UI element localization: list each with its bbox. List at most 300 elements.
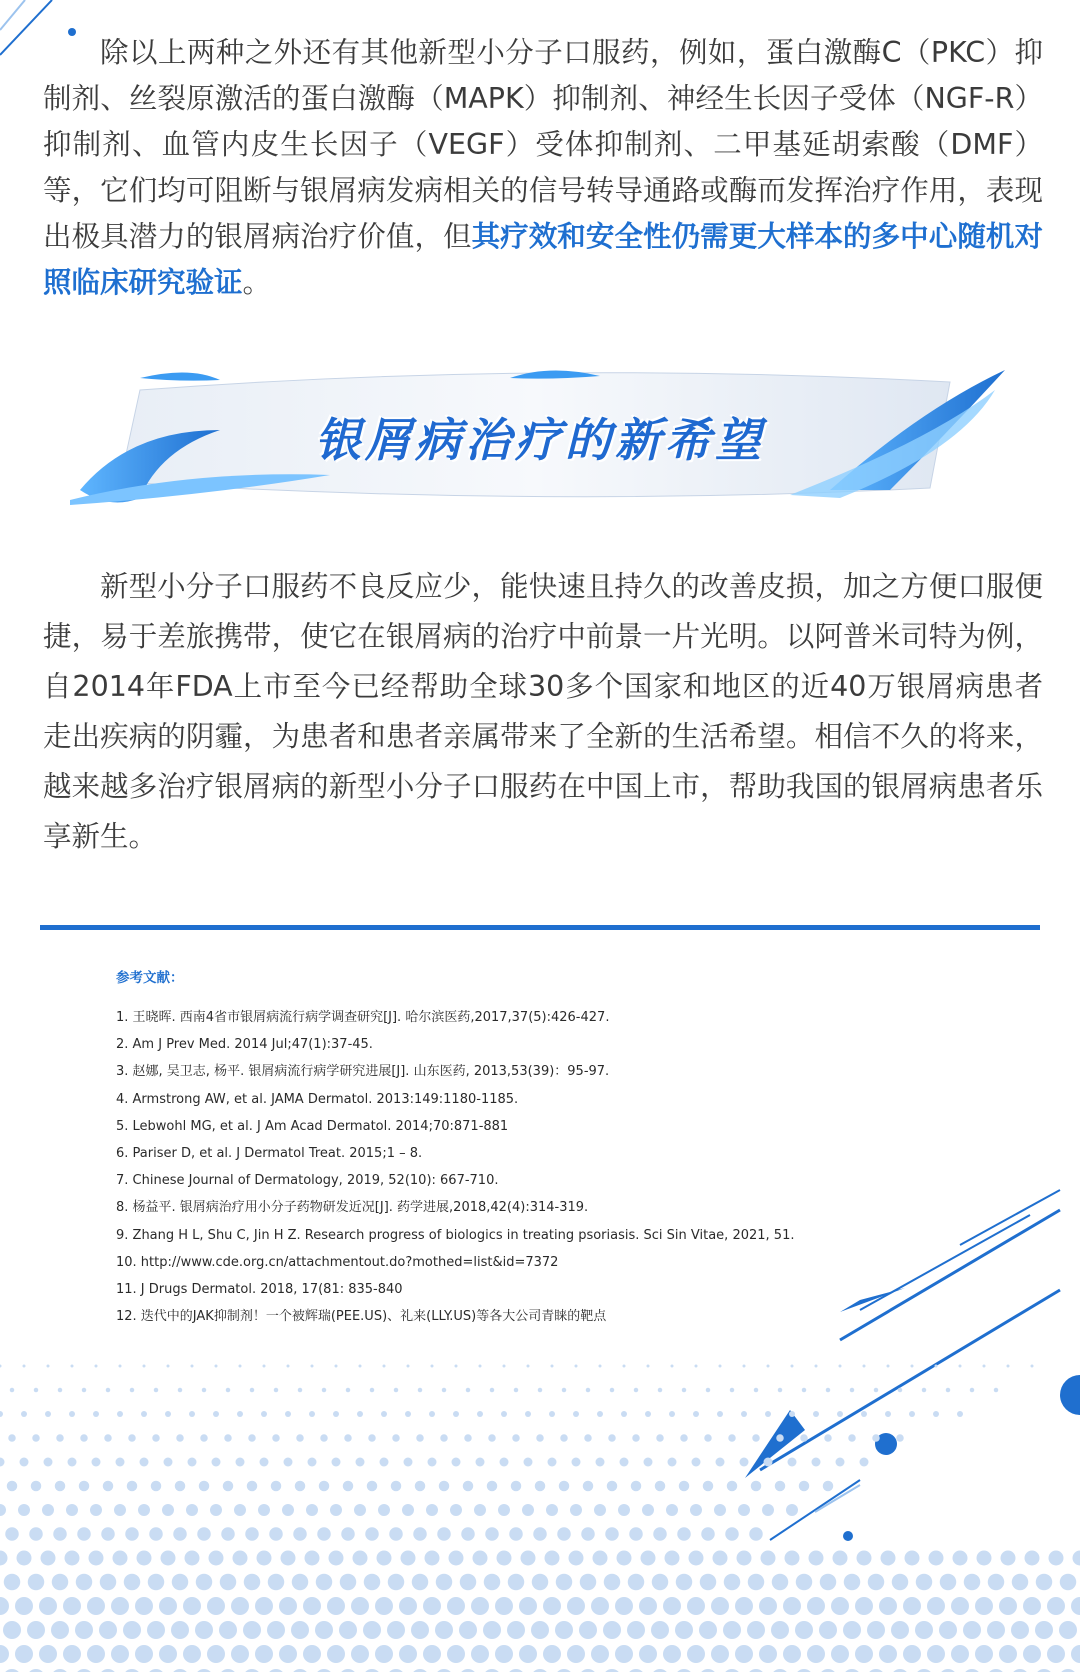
pattern-dot bbox=[647, 1365, 650, 1368]
pattern-dot bbox=[605, 1527, 619, 1541]
pattern-dot bbox=[387, 1621, 405, 1639]
pattern-dot bbox=[824, 1434, 832, 1442]
pattern-dot bbox=[399, 1597, 417, 1615]
pattern-dot bbox=[896, 1434, 904, 1442]
pattern-dot bbox=[135, 1597, 153, 1615]
pattern-dot bbox=[344, 1434, 352, 1442]
pattern-dot bbox=[867, 1621, 885, 1639]
pattern-dot bbox=[1071, 1645, 1080, 1663]
pattern-dot bbox=[164, 1458, 173, 1467]
pattern-dot bbox=[831, 1645, 849, 1663]
pattern-dot bbox=[671, 1365, 674, 1368]
reference-item: 8. 杨益平. 银屑病治疗用小分子药物研发近况[J]. 药学进展,2018,42(4):314-319. bbox=[116, 1200, 589, 1216]
pattern-dot bbox=[785, 1551, 800, 1566]
pattern-dot bbox=[964, 1574, 981, 1591]
pattern-dot bbox=[436, 1574, 453, 1591]
pattern-dot bbox=[863, 1365, 866, 1368]
pattern-dot bbox=[512, 1434, 520, 1442]
pattern-dot bbox=[653, 1527, 667, 1541]
corner-streak bbox=[0, 0, 25, 30]
pattern-dot bbox=[717, 1411, 723, 1417]
pattern-dot bbox=[909, 1411, 915, 1417]
pattern-dot bbox=[999, 1597, 1017, 1615]
pattern-dot bbox=[23, 1365, 26, 1368]
pattern-dot bbox=[857, 1551, 872, 1566]
references-title: 参考文献： bbox=[116, 970, 184, 986]
pattern-dot bbox=[927, 1645, 945, 1663]
pattern-dot bbox=[844, 1574, 861, 1591]
pattern-dot bbox=[488, 1434, 496, 1442]
pattern-dot bbox=[463, 1481, 474, 1492]
pattern-dot bbox=[879, 1597, 897, 1615]
pattern-dot bbox=[17, 1551, 32, 1566]
pattern-dot bbox=[413, 1527, 427, 1541]
pattern-dot bbox=[308, 1458, 317, 1467]
pattern-dot bbox=[916, 1574, 933, 1591]
pattern-dot bbox=[333, 1411, 339, 1417]
pattern-dot bbox=[843, 1621, 861, 1639]
pattern-dot bbox=[261, 1411, 267, 1417]
pattern-dot bbox=[500, 1458, 509, 1467]
pattern-dot bbox=[223, 1481, 234, 1492]
pattern-dot bbox=[311, 1365, 314, 1368]
pattern-dot bbox=[608, 1434, 616, 1442]
pattern-dot bbox=[412, 1574, 429, 1591]
pattern-dot bbox=[268, 1574, 285, 1591]
pattern-dot bbox=[641, 1551, 656, 1566]
pattern-dot bbox=[351, 1645, 369, 1663]
pattern-dot bbox=[761, 1551, 776, 1566]
paragraph-text: 除以上两种之外还有其他新型小分子口服药，例如，蛋白激酶C（PKC）抑制剂、丝裂原激活的蛋白激酶（MAPK）抑制剂、神经生长因子受体（NGF-R）抑制剂、血管内皮生长因子（VEGF）受体抑制剂、二甲基延胡索酸（DMF）等，它们均可阻断与银屑病发病相关的信号转导通路或酶而发挥治疗作用，表现出极具潜力的银屑病治疗价值，但 bbox=[43, 36, 1043, 253]
pattern-dot bbox=[82, 1388, 87, 1393]
pattern-dot bbox=[149, 1527, 163, 1541]
pattern-dot bbox=[735, 1645, 753, 1663]
highlighted-text: 其疗效和安全性仍需更大样本的多中心随机对照临床研究验证 bbox=[43, 220, 1043, 299]
pattern-dot bbox=[41, 1551, 56, 1566]
pattern-dot bbox=[836, 1458, 845, 1467]
pattern-dot bbox=[959, 1365, 962, 1368]
pattern-dot bbox=[617, 1551, 632, 1566]
pattern-dot bbox=[440, 1434, 448, 1442]
pattern-dot bbox=[823, 1481, 834, 1492]
pattern-dot bbox=[292, 1574, 309, 1591]
pattern-dot bbox=[711, 1597, 729, 1615]
pattern-dot bbox=[0, 1411, 3, 1417]
pattern-dot bbox=[429, 1411, 435, 1417]
pattern-dot bbox=[453, 1411, 459, 1417]
pattern-dot bbox=[293, 1527, 307, 1541]
pattern-dot bbox=[621, 1411, 627, 1417]
pattern-dot bbox=[426, 1504, 438, 1516]
pattern-dot bbox=[15, 1597, 33, 1615]
pattern-dot bbox=[594, 1504, 606, 1516]
pattern-dot bbox=[597, 1411, 603, 1417]
pattern-dot bbox=[42, 1504, 54, 1516]
pattern-dot bbox=[833, 1551, 848, 1566]
pattern-dot bbox=[77, 1527, 91, 1541]
pattern-dot bbox=[679, 1481, 690, 1492]
pattern-dot bbox=[63, 1597, 81, 1615]
pattern-dot bbox=[607, 1481, 618, 1492]
pattern-dot bbox=[1036, 1574, 1053, 1591]
pattern-dot bbox=[15, 1645, 33, 1663]
pattern-dot bbox=[389, 1527, 403, 1541]
pattern-dot bbox=[652, 1574, 669, 1591]
pattern-dot bbox=[123, 1621, 141, 1639]
pattern-dot bbox=[28, 1574, 45, 1591]
pattern-dot bbox=[704, 1434, 712, 1442]
pattern-dot bbox=[394, 1388, 399, 1393]
pattern-dot bbox=[951, 1645, 969, 1663]
pattern-dot bbox=[29, 1527, 43, 1541]
pattern-dot bbox=[759, 1645, 777, 1663]
pattern-dot bbox=[567, 1645, 585, 1663]
pattern-dot bbox=[754, 1388, 759, 1393]
pattern-dot bbox=[271, 1481, 282, 1492]
pattern-dot bbox=[87, 1645, 105, 1663]
pattern-dot bbox=[269, 1527, 283, 1541]
pattern-dot bbox=[377, 1551, 392, 1566]
pattern-dot bbox=[639, 1597, 657, 1615]
pattern-dot bbox=[535, 1481, 546, 1492]
pattern-dot bbox=[682, 1388, 687, 1393]
pattern-dot bbox=[692, 1458, 701, 1467]
pattern-dot bbox=[495, 1645, 513, 1663]
pattern-dot bbox=[119, 1365, 122, 1368]
pattern-dot bbox=[234, 1504, 246, 1516]
pattern-dot bbox=[987, 1621, 1005, 1639]
pattern-dot bbox=[381, 1411, 387, 1417]
pattern-dot bbox=[279, 1597, 297, 1615]
dot-pattern bbox=[0, 1360, 1080, 1672]
pattern-dot bbox=[1007, 1365, 1010, 1368]
pattern-dot bbox=[0, 1365, 2, 1368]
pattern-dot bbox=[365, 1527, 379, 1541]
pattern-dot bbox=[459, 1621, 477, 1639]
pattern-dot bbox=[623, 1365, 626, 1368]
pattern-dot bbox=[34, 1388, 39, 1393]
pattern-dot bbox=[548, 1458, 557, 1467]
intro-paragraph bbox=[43, 30, 1043, 306]
pattern-dot bbox=[466, 1388, 471, 1393]
pattern-dot bbox=[1023, 1597, 1041, 1615]
pattern-dot bbox=[31, 1481, 42, 1492]
pattern-dot bbox=[364, 1574, 381, 1591]
pattern-dot bbox=[152, 1434, 160, 1442]
pattern-dot bbox=[747, 1621, 765, 1639]
pattern-dot bbox=[171, 1621, 189, 1639]
pattern-dot bbox=[0, 1458, 5, 1467]
pattern-dot bbox=[135, 1645, 153, 1663]
pattern-dot bbox=[809, 1551, 824, 1566]
pattern-dot bbox=[128, 1434, 136, 1442]
pattern-dot bbox=[922, 1388, 927, 1393]
pattern-dot bbox=[450, 1504, 462, 1516]
pattern-dot bbox=[531, 1621, 549, 1639]
pattern-dot bbox=[474, 1504, 486, 1516]
pattern-dot bbox=[8, 1434, 16, 1442]
pattern-dot bbox=[509, 1527, 523, 1541]
pattern-dot bbox=[464, 1434, 472, 1442]
pattern-dot bbox=[762, 1504, 774, 1516]
pattern-dot bbox=[356, 1458, 365, 1467]
pattern-dot bbox=[788, 1458, 797, 1467]
pattern-dot bbox=[868, 1574, 885, 1591]
pattern-dot bbox=[236, 1458, 245, 1467]
pattern-dot bbox=[891, 1621, 909, 1639]
pattern-dot bbox=[977, 1551, 992, 1566]
pattern-dot bbox=[162, 1504, 174, 1516]
reference-item: 4. Armstrong AW, et al. JAMA Dermatol. 2013:149:1180-1185. bbox=[116, 1091, 519, 1107]
pattern-dot bbox=[1047, 1645, 1065, 1663]
pattern-dot bbox=[651, 1621, 669, 1639]
pattern-dot bbox=[154, 1388, 159, 1393]
pattern-dot bbox=[581, 1527, 595, 1541]
pattern-dot bbox=[604, 1574, 621, 1591]
pattern-dot bbox=[351, 1597, 369, 1615]
pattern-dot bbox=[690, 1504, 702, 1516]
pattern-dot bbox=[759, 1597, 777, 1615]
pattern-dot bbox=[0, 1597, 9, 1615]
pattern-dot bbox=[929, 1551, 944, 1566]
pattern-dot bbox=[176, 1434, 184, 1442]
pattern-dot bbox=[141, 1411, 147, 1417]
pattern-dot bbox=[388, 1574, 405, 1591]
pattern-dot bbox=[861, 1411, 867, 1417]
pattern-dot bbox=[855, 1645, 873, 1663]
pattern-dot bbox=[404, 1458, 413, 1467]
pattern-dot bbox=[724, 1574, 741, 1591]
pattern-dot bbox=[274, 1388, 279, 1393]
pattern-dot bbox=[197, 1527, 211, 1541]
pattern-dot bbox=[1071, 1597, 1080, 1615]
pattern-dot bbox=[255, 1645, 273, 1663]
pattern-dot bbox=[1001, 1551, 1016, 1566]
pattern-dot bbox=[93, 1411, 99, 1417]
pattern-dot bbox=[159, 1645, 177, 1663]
pattern-dot bbox=[714, 1504, 726, 1516]
pattern-dot bbox=[570, 1504, 582, 1516]
pattern-dot bbox=[479, 1365, 482, 1368]
pattern-dot bbox=[1011, 1621, 1029, 1639]
pattern-dot bbox=[183, 1645, 201, 1663]
pattern-dot bbox=[210, 1504, 222, 1516]
pattern-dot bbox=[32, 1434, 40, 1442]
pattern-dot bbox=[461, 1527, 475, 1541]
pattern-dot bbox=[143, 1365, 146, 1368]
pattern-dot bbox=[332, 1458, 341, 1467]
pattern-dot bbox=[447, 1645, 465, 1663]
pattern-dot bbox=[185, 1551, 200, 1566]
pattern-dot bbox=[195, 1621, 213, 1639]
pattern-dot bbox=[743, 1365, 746, 1368]
pattern-dot bbox=[555, 1621, 573, 1639]
pattern-dot bbox=[680, 1434, 688, 1442]
pattern-dot bbox=[599, 1365, 602, 1368]
pattern-dot bbox=[391, 1481, 402, 1492]
pattern-dot bbox=[898, 1388, 903, 1393]
pattern-dot bbox=[658, 1388, 663, 1393]
pattern-dot bbox=[831, 1597, 849, 1615]
pattern-dot bbox=[339, 1621, 357, 1639]
pattern-dot bbox=[536, 1434, 544, 1442]
pattern-dot bbox=[737, 1551, 752, 1566]
pattern-dot bbox=[596, 1458, 605, 1467]
pattern-dot bbox=[939, 1621, 957, 1639]
pattern-dot bbox=[411, 1621, 429, 1639]
pattern-dot bbox=[113, 1551, 128, 1566]
pattern-dot bbox=[850, 1388, 855, 1393]
pattern-dot bbox=[76, 1574, 93, 1591]
pattern-dot bbox=[572, 1458, 581, 1467]
pattern-dot bbox=[260, 1458, 269, 1467]
pattern-dot bbox=[483, 1621, 501, 1639]
pattern-dot bbox=[21, 1411, 27, 1417]
pattern-dot bbox=[975, 1597, 993, 1615]
pattern-dot bbox=[215, 1365, 218, 1368]
pattern-dot bbox=[130, 1388, 135, 1393]
pattern-dot bbox=[99, 1621, 117, 1639]
pattern-dot bbox=[591, 1597, 609, 1615]
pattern-dot bbox=[56, 1434, 64, 1442]
pattern-dot bbox=[716, 1458, 725, 1467]
pattern-dot bbox=[615, 1597, 633, 1615]
pattern-dot bbox=[296, 1434, 304, 1442]
pattern-dot bbox=[87, 1597, 105, 1615]
pattern-dot bbox=[573, 1411, 579, 1417]
pattern-dot bbox=[27, 1621, 45, 1639]
pattern-dot bbox=[951, 1597, 969, 1615]
pattern-dot bbox=[556, 1574, 573, 1591]
pattern-dot bbox=[706, 1388, 711, 1393]
pattern-dot bbox=[66, 1504, 78, 1516]
pattern-dot bbox=[237, 1411, 243, 1417]
pattern-dot bbox=[407, 1365, 410, 1368]
pattern-dot bbox=[471, 1645, 489, 1663]
pattern-dot bbox=[45, 1411, 51, 1417]
pattern-dot bbox=[455, 1365, 458, 1368]
pattern-dot bbox=[114, 1504, 126, 1516]
pattern-dot bbox=[375, 1597, 393, 1615]
pattern-dot bbox=[551, 1365, 554, 1368]
pattern-dot bbox=[327, 1645, 345, 1663]
pattern-dot bbox=[988, 1574, 1005, 1591]
pattern-dot bbox=[725, 1527, 739, 1541]
pattern-dot bbox=[970, 1388, 975, 1393]
pattern-dot bbox=[272, 1434, 280, 1442]
pattern-dot bbox=[226, 1388, 231, 1393]
pattern-dot bbox=[212, 1458, 221, 1467]
pattern-dot bbox=[580, 1574, 597, 1591]
pattern-dot bbox=[538, 1388, 543, 1393]
pattern-dot bbox=[791, 1365, 794, 1368]
pattern-dot bbox=[533, 1527, 547, 1541]
pattern-dot bbox=[428, 1458, 437, 1467]
pattern-dot bbox=[839, 1365, 842, 1368]
pattern-dot bbox=[207, 1597, 225, 1615]
pattern-dot bbox=[147, 1621, 165, 1639]
pattern-dot bbox=[231, 1597, 249, 1615]
pattern-dot bbox=[175, 1481, 186, 1492]
pattern-dot bbox=[527, 1365, 530, 1368]
pattern-dot bbox=[75, 1621, 93, 1639]
pattern-dot bbox=[248, 1434, 256, 1442]
pattern-dot bbox=[665, 1551, 680, 1566]
pattern-dot bbox=[0, 1551, 8, 1566]
pattern-dot bbox=[501, 1411, 507, 1417]
pattern-dot bbox=[583, 1481, 594, 1492]
pattern-dot bbox=[730, 1388, 735, 1393]
pattern-dot bbox=[879, 1645, 897, 1663]
reference-item: 6. Pariser D, et al. J Dermatol Treat. 2015;1 – 8. bbox=[116, 1146, 423, 1162]
pattern-dot bbox=[713, 1551, 728, 1566]
pattern-dot bbox=[663, 1597, 681, 1615]
pattern-dot bbox=[44, 1458, 53, 1467]
pattern-dot bbox=[380, 1458, 389, 1467]
pattern-dot bbox=[285, 1411, 291, 1417]
pattern-dot bbox=[765, 1411, 771, 1417]
pattern-dot bbox=[124, 1574, 141, 1591]
pattern-dot bbox=[669, 1411, 675, 1417]
reference-item: 10. http://www.cde.org.cn/attachmentout.do?mothed=list&id=7372 bbox=[116, 1254, 559, 1270]
pattern-dot bbox=[677, 1527, 691, 1541]
pattern-dot bbox=[243, 1621, 261, 1639]
pattern-dot bbox=[532, 1574, 549, 1591]
pattern-dot bbox=[111, 1597, 129, 1615]
pattern-dot bbox=[343, 1481, 354, 1492]
pattern-dot bbox=[370, 1388, 375, 1393]
pattern-dot bbox=[7, 1481, 18, 1492]
pattern-dot bbox=[439, 1481, 450, 1492]
pattern-dot bbox=[795, 1621, 813, 1639]
pattern-dot bbox=[477, 1411, 483, 1417]
pattern-dot bbox=[819, 1621, 837, 1639]
pattern-dot bbox=[4, 1574, 21, 1591]
pattern-dot bbox=[514, 1388, 519, 1393]
pattern-dot bbox=[3, 1621, 21, 1639]
reference-item: 7. Chinese Journal of Dermatology, 2019, 52(10): 667-710. bbox=[116, 1173, 499, 1189]
pattern-dot bbox=[711, 1645, 729, 1663]
pattern-dot bbox=[881, 1551, 896, 1566]
pattern-dot bbox=[1023, 1645, 1041, 1663]
banner-wave-top bbox=[140, 372, 220, 380]
pattern-dot bbox=[620, 1458, 629, 1467]
pattern-dot bbox=[69, 1411, 75, 1417]
body-paragraph: 新型小分子口服药不良反应少，能快速且持久的改善皮损，加之方便口服便捷，易于差旅携带，使它在银屑病的治疗中前景一片光明。以阿普米司特为例，自2014年FDA上市至今已经帮助全球30多个国家和地区的近40万银屑病患者走出疾病的阴霾，为患者和患者亲属带来了全新的生活希望。相信不久的将来，越来越多治疗银屑病的新型小分子口服药在中国上市，帮助我国的银屑病患者乐享新生。 bbox=[43, 570, 1043, 853]
pattern-dot bbox=[521, 1551, 536, 1566]
pattern-dot bbox=[675, 1621, 693, 1639]
pattern-dot bbox=[10, 1388, 15, 1393]
pattern-dot bbox=[545, 1551, 560, 1566]
pattern-dot bbox=[151, 1481, 162, 1492]
pattern-dot bbox=[186, 1504, 198, 1516]
pattern-dot bbox=[435, 1621, 453, 1639]
pattern-dot bbox=[47, 1365, 50, 1368]
pattern-dot bbox=[764, 1458, 773, 1467]
pattern-dot bbox=[655, 1481, 666, 1492]
pattern-dot bbox=[687, 1597, 705, 1615]
pattern-dot bbox=[220, 1574, 237, 1591]
pattern-dot bbox=[219, 1621, 237, 1639]
pattern-dot bbox=[20, 1458, 29, 1467]
pattern-dot bbox=[353, 1551, 368, 1566]
pattern-dot bbox=[693, 1411, 699, 1417]
pattern-dot bbox=[549, 1411, 555, 1417]
pattern-dot bbox=[584, 1434, 592, 1442]
pattern-dot bbox=[306, 1504, 318, 1516]
pattern-dot bbox=[783, 1645, 801, 1663]
pattern-dot bbox=[53, 1527, 67, 1541]
